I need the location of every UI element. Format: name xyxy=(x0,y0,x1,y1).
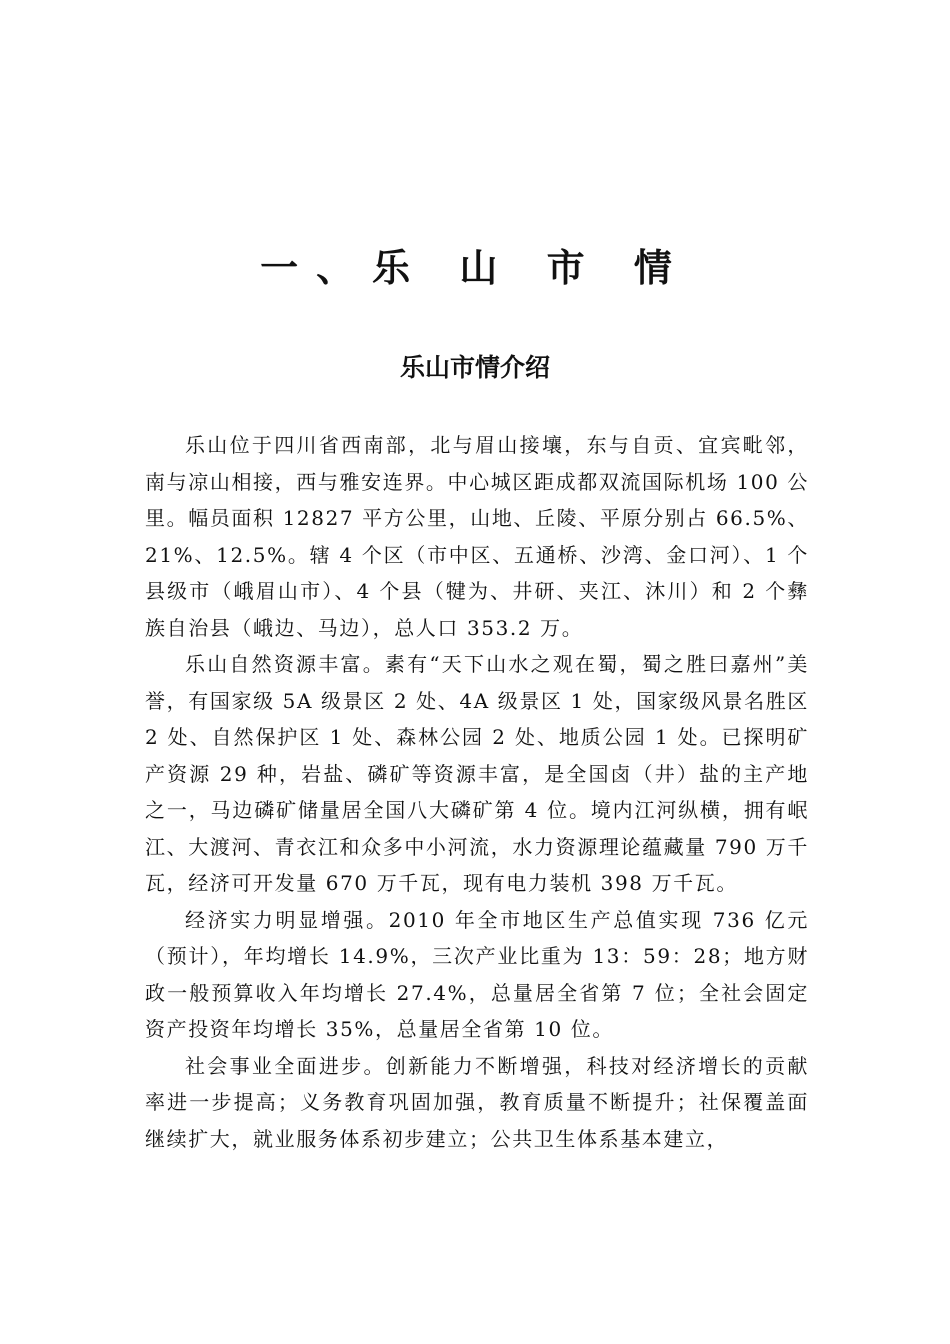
paragraph-social-progress: 社会事业全面进步。创新能力不断增强，科技对经济增长的贡献率进一步提高；义务教育巩固加强，教育质量不断提升；社保覆盖面继续扩大，就业服务体系初步建立；公共卫生体系基本建立， xyxy=(145,1053,809,1151)
paragraph-economy: 经济实力明显增强。2010 年全市地区生产总值实现 736 亿元（预计），年均增长 14.9%，三次产业比重为 13：59：28；地方财政一般预算收入年均增长 27.4%，总量居全省第 7 位；全社会固定资产投资年均增长 35%，总量居全省第 10 位。 xyxy=(145,907,809,1041)
body-text xyxy=(145,427,809,1157)
chapter-title: 一、乐 山 市 情 xyxy=(260,246,690,290)
paragraph-natural-resources: 乐山自然资源丰富。素有“天下山水之观在蜀，蜀之胜曰嘉州”美誉，有国家级 5A 级景区 2 处、4A 级景区 1 处，国家级风景名胜区 2 处、自然保护区 1 处、森林公园 2 处、地质公园 1 处。已探明矿产资源 29 种，岩盐、磷矿等资源丰富，是全国卤（井）盐的主产地之一，马边磷矿储量居全国八大磷矿第 4 位。境内江河纵横，拥有岷江、大渡河、青衣江和众多中小河流，水力资源理论蕴藏量 790 万千瓦，经济可开发量 670 万千瓦，现有电力装机 398 万千瓦。 xyxy=(145,652,809,895)
section-title: 乐山市情介绍 xyxy=(399,353,550,382)
paragraph-overview: 乐山位于四川省西南部，北与眉山接壤，东与自贡、宜宾毗邻，南与凉山相接，西与雅安连界。中心城区距成都双流国际机场 100 公里。幅员面积 12827 平方公里，山地、丘陵、平原分别占 66.5%、21%、12.5%。辖 4 个区（市中区、五通桥、沙湾、金口河）、1 个县级市（峨眉山市）、4 个县（犍为、井研、夹江、沐川）和 2 个彝族自治县（峨边、马边），总人口 353.2 万。 xyxy=(145,433,809,640)
